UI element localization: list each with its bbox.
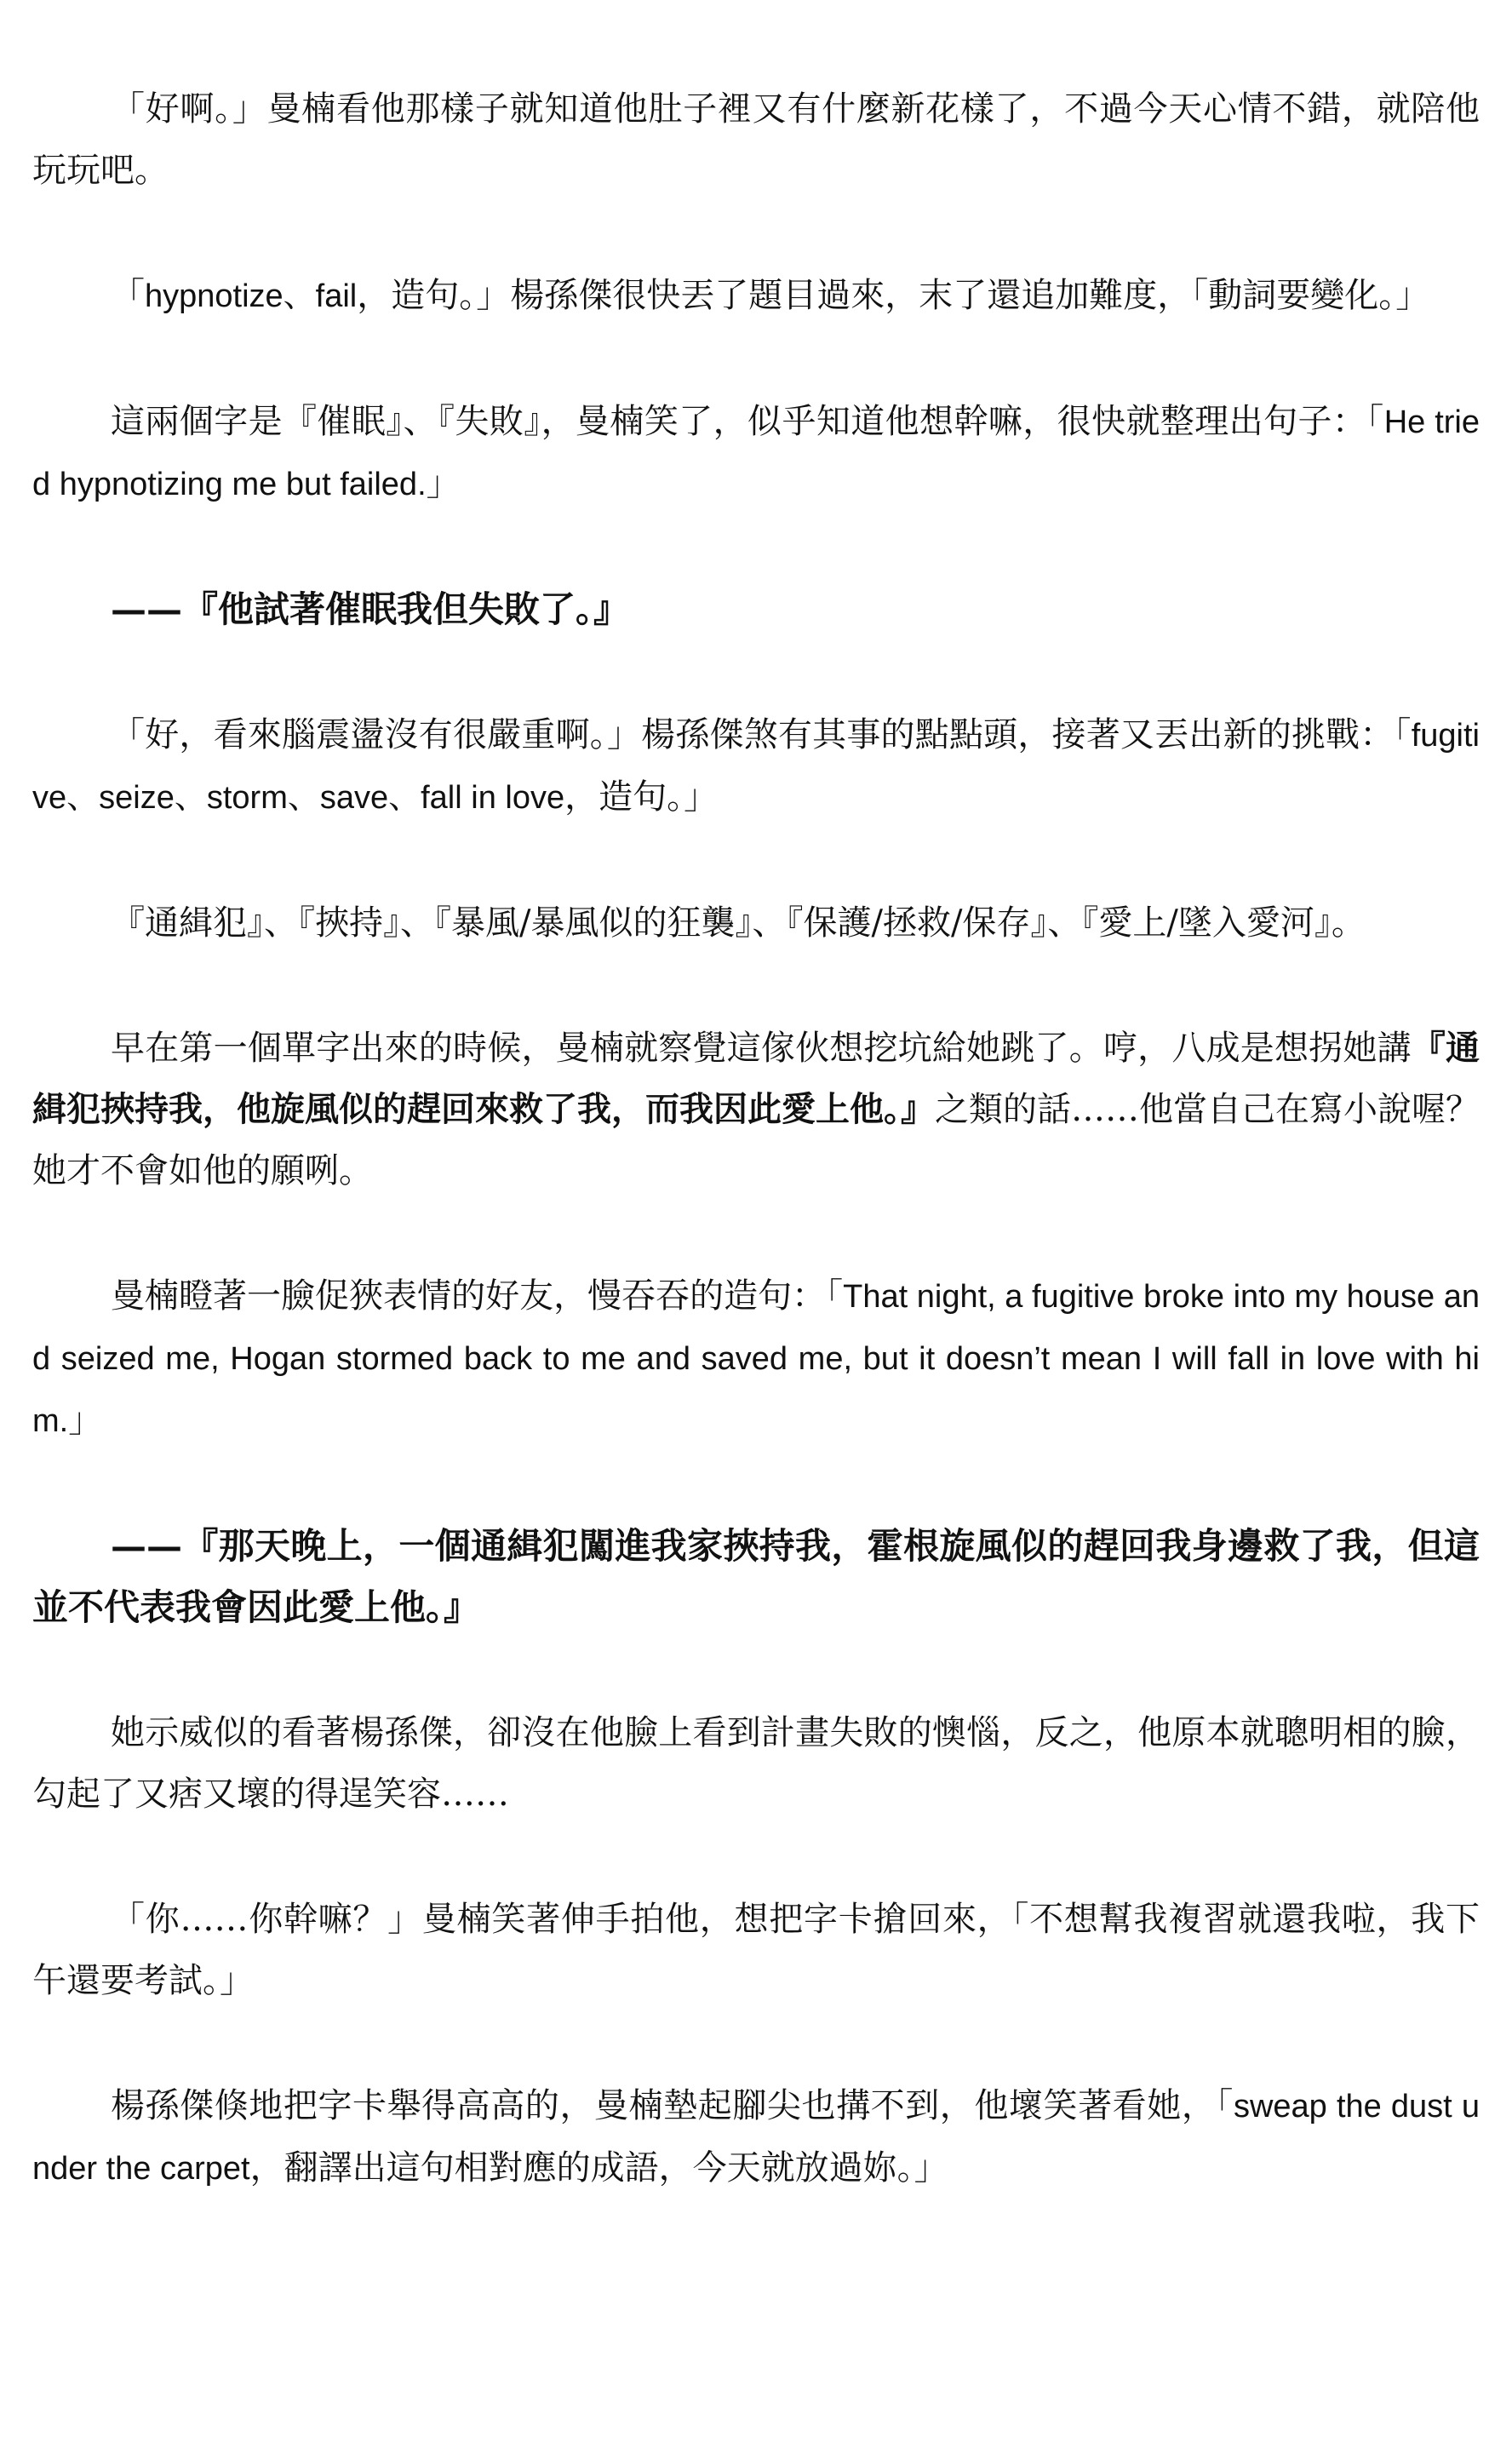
- paragraph: [32, 1018, 1480, 1201]
- paragraph: [32, 391, 1480, 515]
- text-run: 這兩個字是『催眠』、『失敗』，曼楠笑了，似乎知道他想幹嘛，很快就整理出句子：「: [111, 402, 1384, 441]
- text-run: ——『他試著催眠我但失敗了。』: [111, 588, 630, 630]
- text-run: ，造句。」楊孫傑很快丟了題目過來，末了還追加難度，「動詞要變化。」: [357, 276, 1430, 315]
- text-run: 「你……你幹嘛？」曼楠笑著伸手拍他，想把字卡搶回來，「不想幫我複習就還我啦，我下午還要考試。」: [32, 1900, 1480, 2000]
- paragraph: [32, 1265, 1480, 1452]
- text-run: 楊孫傑倏地把字卡舉得高高的，曼楠墊起腳尖也搆不到，他壞笑著看她，「: [111, 2086, 1234, 2125]
- text-run: ，造句。」: [564, 777, 719, 817]
- text-run: ，翻譯出這句相對應的成語，今天就放過妳。」: [249, 2148, 948, 2188]
- english-text-run: He tried hypnotizing me but failed.: [32, 404, 1480, 502]
- paragraph: [32, 78, 1480, 201]
- english-text-run: hypnotize、fail: [145, 278, 358, 314]
- paragraph: [32, 265, 1480, 327]
- text-run: 早在第一個單字出來的時候，曼楠就察覺這傢伙想挖坑給她跳了。哼，八成是想拐她講: [111, 1029, 1412, 1068]
- english-text-run: That night, a fugitive broke into my house and seized me, Hogan stormed back to me and saved me, but it doesn’t mean I will fall in love with him.: [32, 1279, 1480, 1439]
- text-run: 」: [426, 464, 461, 503]
- paragraph: [32, 1702, 1480, 1825]
- translation-paragraph: [32, 1516, 1480, 1638]
- english-text-run: fugitive、seize、storm、save、fall in love: [32, 718, 1480, 816]
- document-body: [32, 78, 1480, 2263]
- paragraph: [32, 704, 1480, 829]
- text-run: 」: [68, 1401, 103, 1440]
- text-run: 「好，看來腦震盪沒有很嚴重啊。」楊孫傑煞有其事的點點頭，接著又丟出新的挑戰：「: [111, 715, 1412, 754]
- text-run: 曼楠瞪著一臉促狹表情的好友，慢吞吞的造句：「: [111, 1276, 844, 1316]
- text-run: 她示威似的看著楊孫傑，卻沒在他臉上看到計畫失敗的懊惱，反之，他原本就聰明相的臉，勾起了又痞又壞的得逞笑容……: [32, 1713, 1480, 1814]
- text-run: 『通緝犯』、『挾持』、『暴風/暴風似的狂襲』、『保護/拯救/保存』、『愛上/墜入愛河』。: [111, 903, 1366, 943]
- text-run: 「好啊。」曼楠看他那樣子就知道他肚子裡又有什麼新花樣了，不過今天心情不錯，就陪他玩玩吧。: [32, 89, 1480, 190]
- paragraph: [32, 2075, 1480, 2199]
- text-run: 之類的話……他當自己在寫小說喔？她才不會如他的願咧。: [32, 1090, 1480, 1190]
- paragraph: [32, 892, 1480, 954]
- translation-paragraph: [32, 579, 1480, 640]
- paragraph: [32, 1889, 1480, 2011]
- text-run: 「: [111, 276, 145, 315]
- text-run: ——『那天晚上，一個通緝犯闖進我家挾持我，霍根旋風似的趕回我身邊救了我，但這並不代表我會因此愛上他。』: [32, 1525, 1480, 1628]
- english-text-run: sweap the dust under the carpet: [32, 2089, 1480, 2187]
- bold-text-run: 『通緝犯挾持我，他旋風似的趕回來救了我，而我因此愛上他。』: [32, 1028, 1480, 1129]
